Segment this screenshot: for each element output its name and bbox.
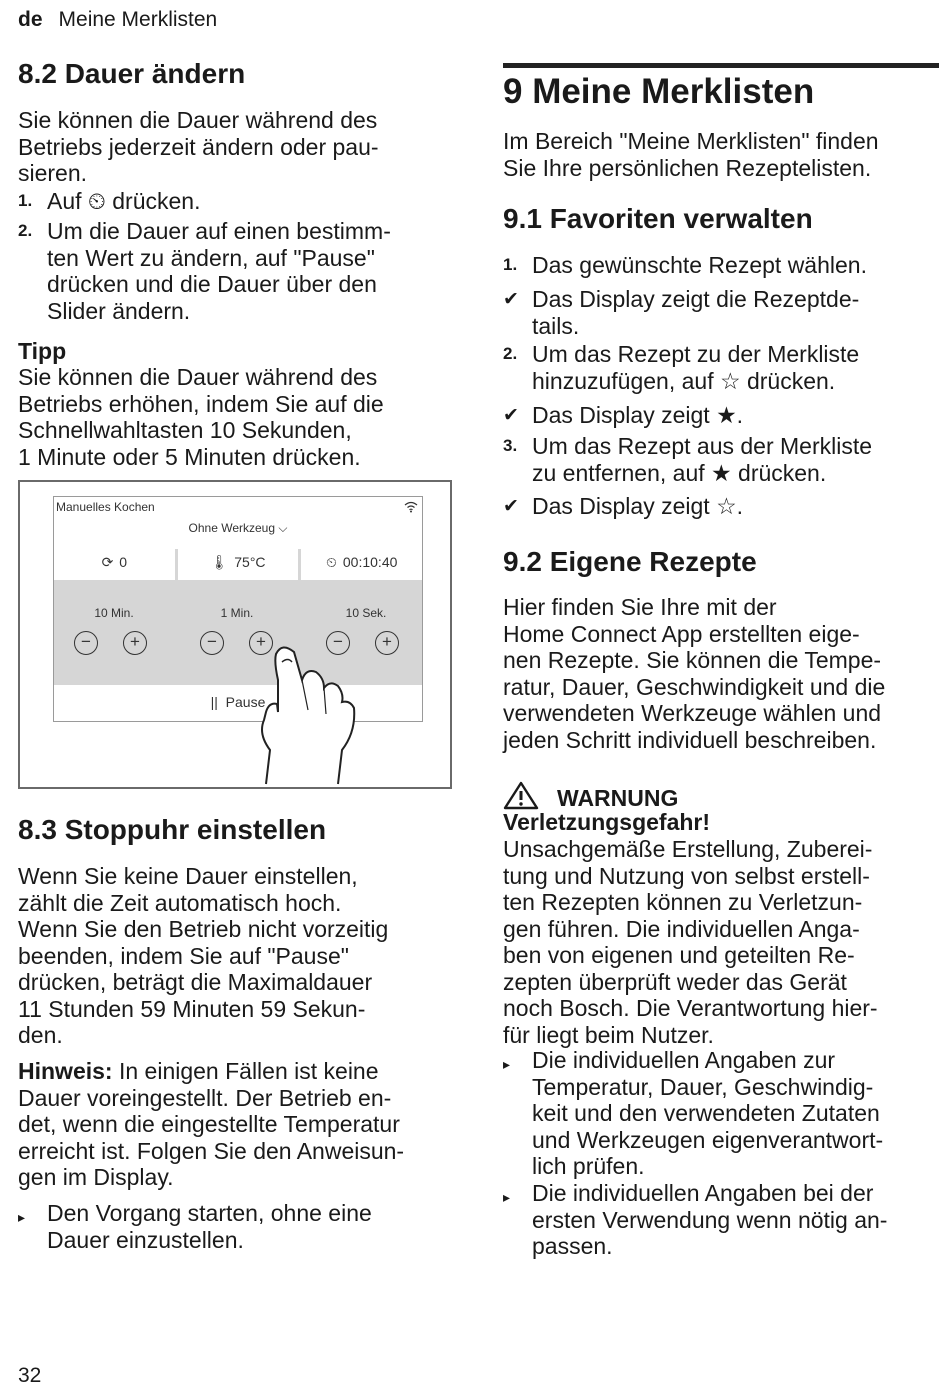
screen-title: Manuelles Kochen [56,500,155,514]
check-icon: ✔ [503,496,519,517]
minus-10min-button[interactable]: − [74,631,98,655]
plus-10min-button[interactable]: + [123,631,147,655]
check-icon: ✔ [503,289,519,310]
s9-intro: Im Bereich "Meine Merklisten" finden Sie Ihre persönlichen Rezeptelisten. [503,128,879,181]
warning-body: Unsachgemäße Erstellung, Zuberei- tung und Nutzung von selbst erstell- ten Rezepten können zu Verletzun- gen führen. Die individuellen Anga- ben von eigenen und geteilten Re- zepten überprüft weder das Gerät noch Bosch. Die Verantwortung hier- für liegt beim Nutzer. [503,836,878,1048]
action-marker-icon: ▸ [503,1056,511,1072]
s82-step-2: 2. Um die Dauer auf einen bestimm- ten Wert zu ändern, auf "Pause" drücken und die Dauer über den Slider ändern. [18,218,391,324]
action-marker-icon: ▸ [18,1209,26,1225]
check-icon: ✔ [503,405,519,426]
chapter-9-heading: 9 Meine Merklisten [503,72,815,111]
s91-step-3: 3. Um das Rezept aus der Merkliste zu entfernen, auf ★ drücken. [503,433,873,486]
s82-intro: Sie können die Dauer während des Betriebs jederzeit ändern oder pau- sieren. [18,107,379,186]
note-label: Hinweis: [18,1058,113,1084]
step-number: 2. [18,221,33,240]
pointing-hand-icon [20,482,450,787]
s91-result-1: ✔ Das Display zeigt die Rezeptde- tails. [503,286,860,339]
plus-1min-button[interactable]: + [249,631,273,655]
pause-button[interactable]: || Pause [54,685,422,721]
tip-label: Tipp [18,338,67,364]
control-panel-illustration [18,480,452,789]
section-9-2-heading: 9.2 Eigene Rezepte [503,546,757,577]
s91-step-1: 1. Das gewünschte Rezept wählen. [503,252,867,278]
tip-text: Sie können die Dauer während des Betriebs erhöhen, indem Sie auf die Schnellwahltasten 10 Sekunden, 1 Minute oder 5 Minuten drücken. [18,364,384,470]
page-header [18,8,217,32]
note-text: In einigen Fällen ist keine Dauer voreingestellt. Der Betrieb en- det, wenn die eingestellte Temperatur erreicht ist. Folgen Sie den Anweisun- gen im Display. [18,1058,405,1190]
chapter-rule [503,63,939,68]
rotation-cell[interactable]: ⟳ 0 [54,544,175,580]
warning-label: WARNUNG [557,785,679,811]
quick-label-1min: 1 Min. [220,606,254,620]
minus-1min-button[interactable]: − [200,631,224,655]
warning-action-2: ▸ Die individuellen Angaben bei der ersten Verwendung wenn nötig an- passen. [503,1180,888,1259]
s91-result-3: ✔ Das Display zeigt ☆. [503,493,744,519]
s83-action: ▸ Den Vorgang starten, ohne eine Dauer einzustellen. [18,1200,372,1253]
section-8-2-heading: 8.2 Dauer ändern [18,58,246,89]
warning-header [503,780,678,812]
warning-triangle-icon [503,780,539,810]
header-title: Meine Merklisten [58,8,218,31]
step-number: 1. [503,255,518,274]
rotation-icon: ⟳ [101,553,114,570]
section-8-3-heading: 8.3 Stoppuhr einstellen [18,814,327,845]
timer-cell[interactable]: ⏲ 00:10:40 [301,544,422,580]
timer-icon: ⏲ [325,553,337,570]
s92-body: Hier finden Sie Ihre mit der Home Connect App erstellten eige- nen Rezepte. Sie können die Tempe- ratur, Dauer, Geschwindigkeit und die verwendeten Werkzeuge wählen und jeden Schritt individuell beschreiben. [503,594,886,753]
step-number: 2. [503,344,518,363]
pause-icon: || [210,694,218,710]
section-9-1-heading: 9.1 Favoriten verwalten [503,203,813,234]
step-number: 1. [18,191,33,210]
language-code: de [18,8,43,31]
step-number: 3. [503,436,518,455]
tool-selector[interactable]: Ohne Werkzeug ⌵ [188,521,288,535]
s83-note [18,1058,404,1191]
minus-10sec-button[interactable]: − [326,631,350,655]
s91-step-2: 2. Um das Rezept zu der Merkliste hinzuzufügen, auf ☆ drücken. [503,341,860,394]
quick-label-10min: 10 Min. [94,606,134,620]
warning-title: Verletzungsgefahr! [503,809,711,835]
s91-result-2: ✔ Das Display zeigt ★. [503,402,744,428]
action-marker-icon: ▸ [503,1189,511,1205]
thermometer-icon: 🌡 [210,553,229,570]
warning-action-1: ▸ Die individuellen Angaben zur Temperatur, Dauer, Geschwindig- keit und den verwendeten Zutaten und Werkzeugen eigenverantwort- lich prüfen. [503,1047,884,1179]
plus-10sec-button[interactable]: + [375,631,399,655]
s82-step-1: 1. Auf ⏲ drücken. [18,188,201,214]
temperature-cell[interactable]: 🌡 75°C [178,544,299,580]
s83-body: Wenn Sie keine Dauer einstellen, zählt die Zeit automatisch hoch. Wenn Sie den Betrieb nicht vorzeitig beenden, indem Sie auf "Pause" drücken, beträgt die Maximaldauer 11 Stunden 59 Minuten 59 Sekun- den. [18,863,389,1048]
quick-label-10sec: 10 Sek. [345,606,387,620]
page-number: 32 [18,1364,42,1387]
